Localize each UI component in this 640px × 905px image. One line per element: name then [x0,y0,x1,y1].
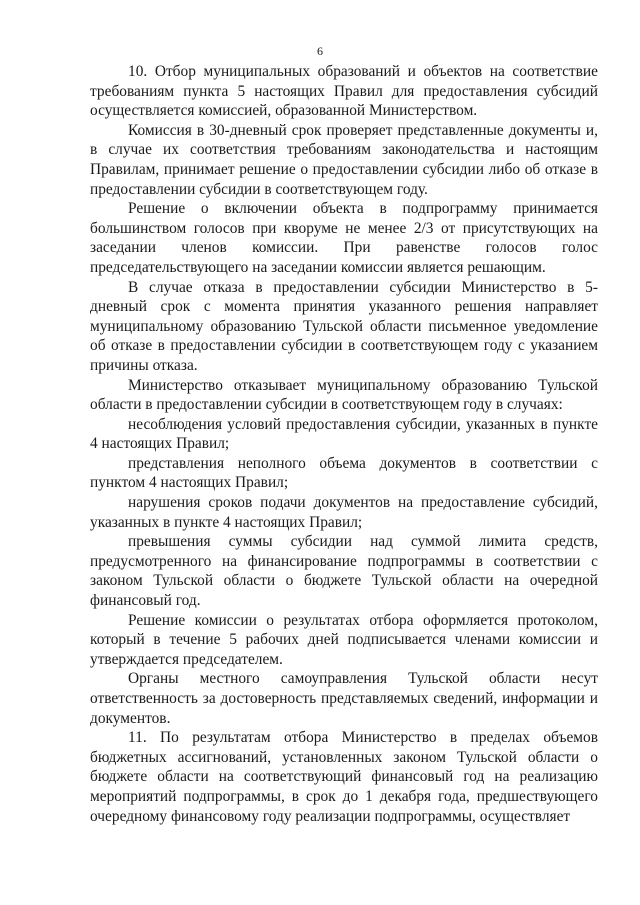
list-item-deadline-violation: нарушения сроков подачи документов на предоставление субсидий, указанных в пункте 4 настоящих Правил; [90,494,598,531]
paragraph-refusal-notice: В случае отказа в предоставлении субсидии Министерство в 5-дневный срок с момента принятия указанного решения направляет муниципальному образованию Тульской области письменное уведомление об отказе в предоставлении субсидии в соответствующем году с указанием причины отказа. [90,278,598,374]
paragraph-refusal-cases: Министерство отказывает муниципальному образованию Тульской области в предоставлении субсидии в соответствующем году в случаях: [90,376,598,414]
page-number: 6 [317,44,323,58]
list-item-incomplete-documents: представления неполного объема документов в соответствии с пунктом 4 настоящих Правил; [90,454,598,492]
list-item-limit-exceeded: превышения суммы субсидии над суммой лимита средств, предусмотренного на финансирование подпрограммы в соответствии с законом Тульской области о бюджете Тульской области на очередной финансовый год. [90,533,598,610]
paragraph-decision-voting: Решение о включении объекта в подпрограмму принимается большинством голосов при кворуме не менее 2/3 от присутствующих на заседании членов комиссии. При равенстве голосов голос председательствующего на заседании комиссии является решающим. [90,200,598,276]
document-body [90,62,598,826]
paragraph-responsibility: Органы местного самоуправления Тульской области несут ответственность за достоверность представляемых сведений, информации и документов. [90,670,598,727]
paragraph-results-allocation: 11. По результатам отбора Министерство в пределах объемов бюджетных ассигнований, установленных законом Тульской области о бюджете области на соответствующий финансовый год на реализацию мероприятий подпрограммы, в срок до 1 декабря года, предшествующего очередному финансовому году реализации подпрограммы, осуществляет [90,729,598,825]
list-item-noncompliance: несоблюдения условий предоставления субсидии, указанных в пункте 4 настоящих Правил; [90,415,598,453]
paragraph-protocol: Решение комиссии о результатах отбора оформляется протоколом, который в течение 5 рабочих дней подписывается членами комиссии и утверждается председателем. [90,611,598,668]
paragraph-selection-commission: 10. Отбор муниципальных образований и объектов на соответствие требованиям пункта 5 настоящих Правил для предоставления субсидий осуществляется комиссией, образованной Министерством. [90,63,598,120]
paragraph-commission-review: Комиссия в 30-дневный срок проверяет представленные документы и, в случае их соответствия требованиям законодательства и настоящим Правилам, принимает решение о предоставлении субсидии либо об отказе в предоставлении субсидии в соответствующем году. [90,121,598,198]
